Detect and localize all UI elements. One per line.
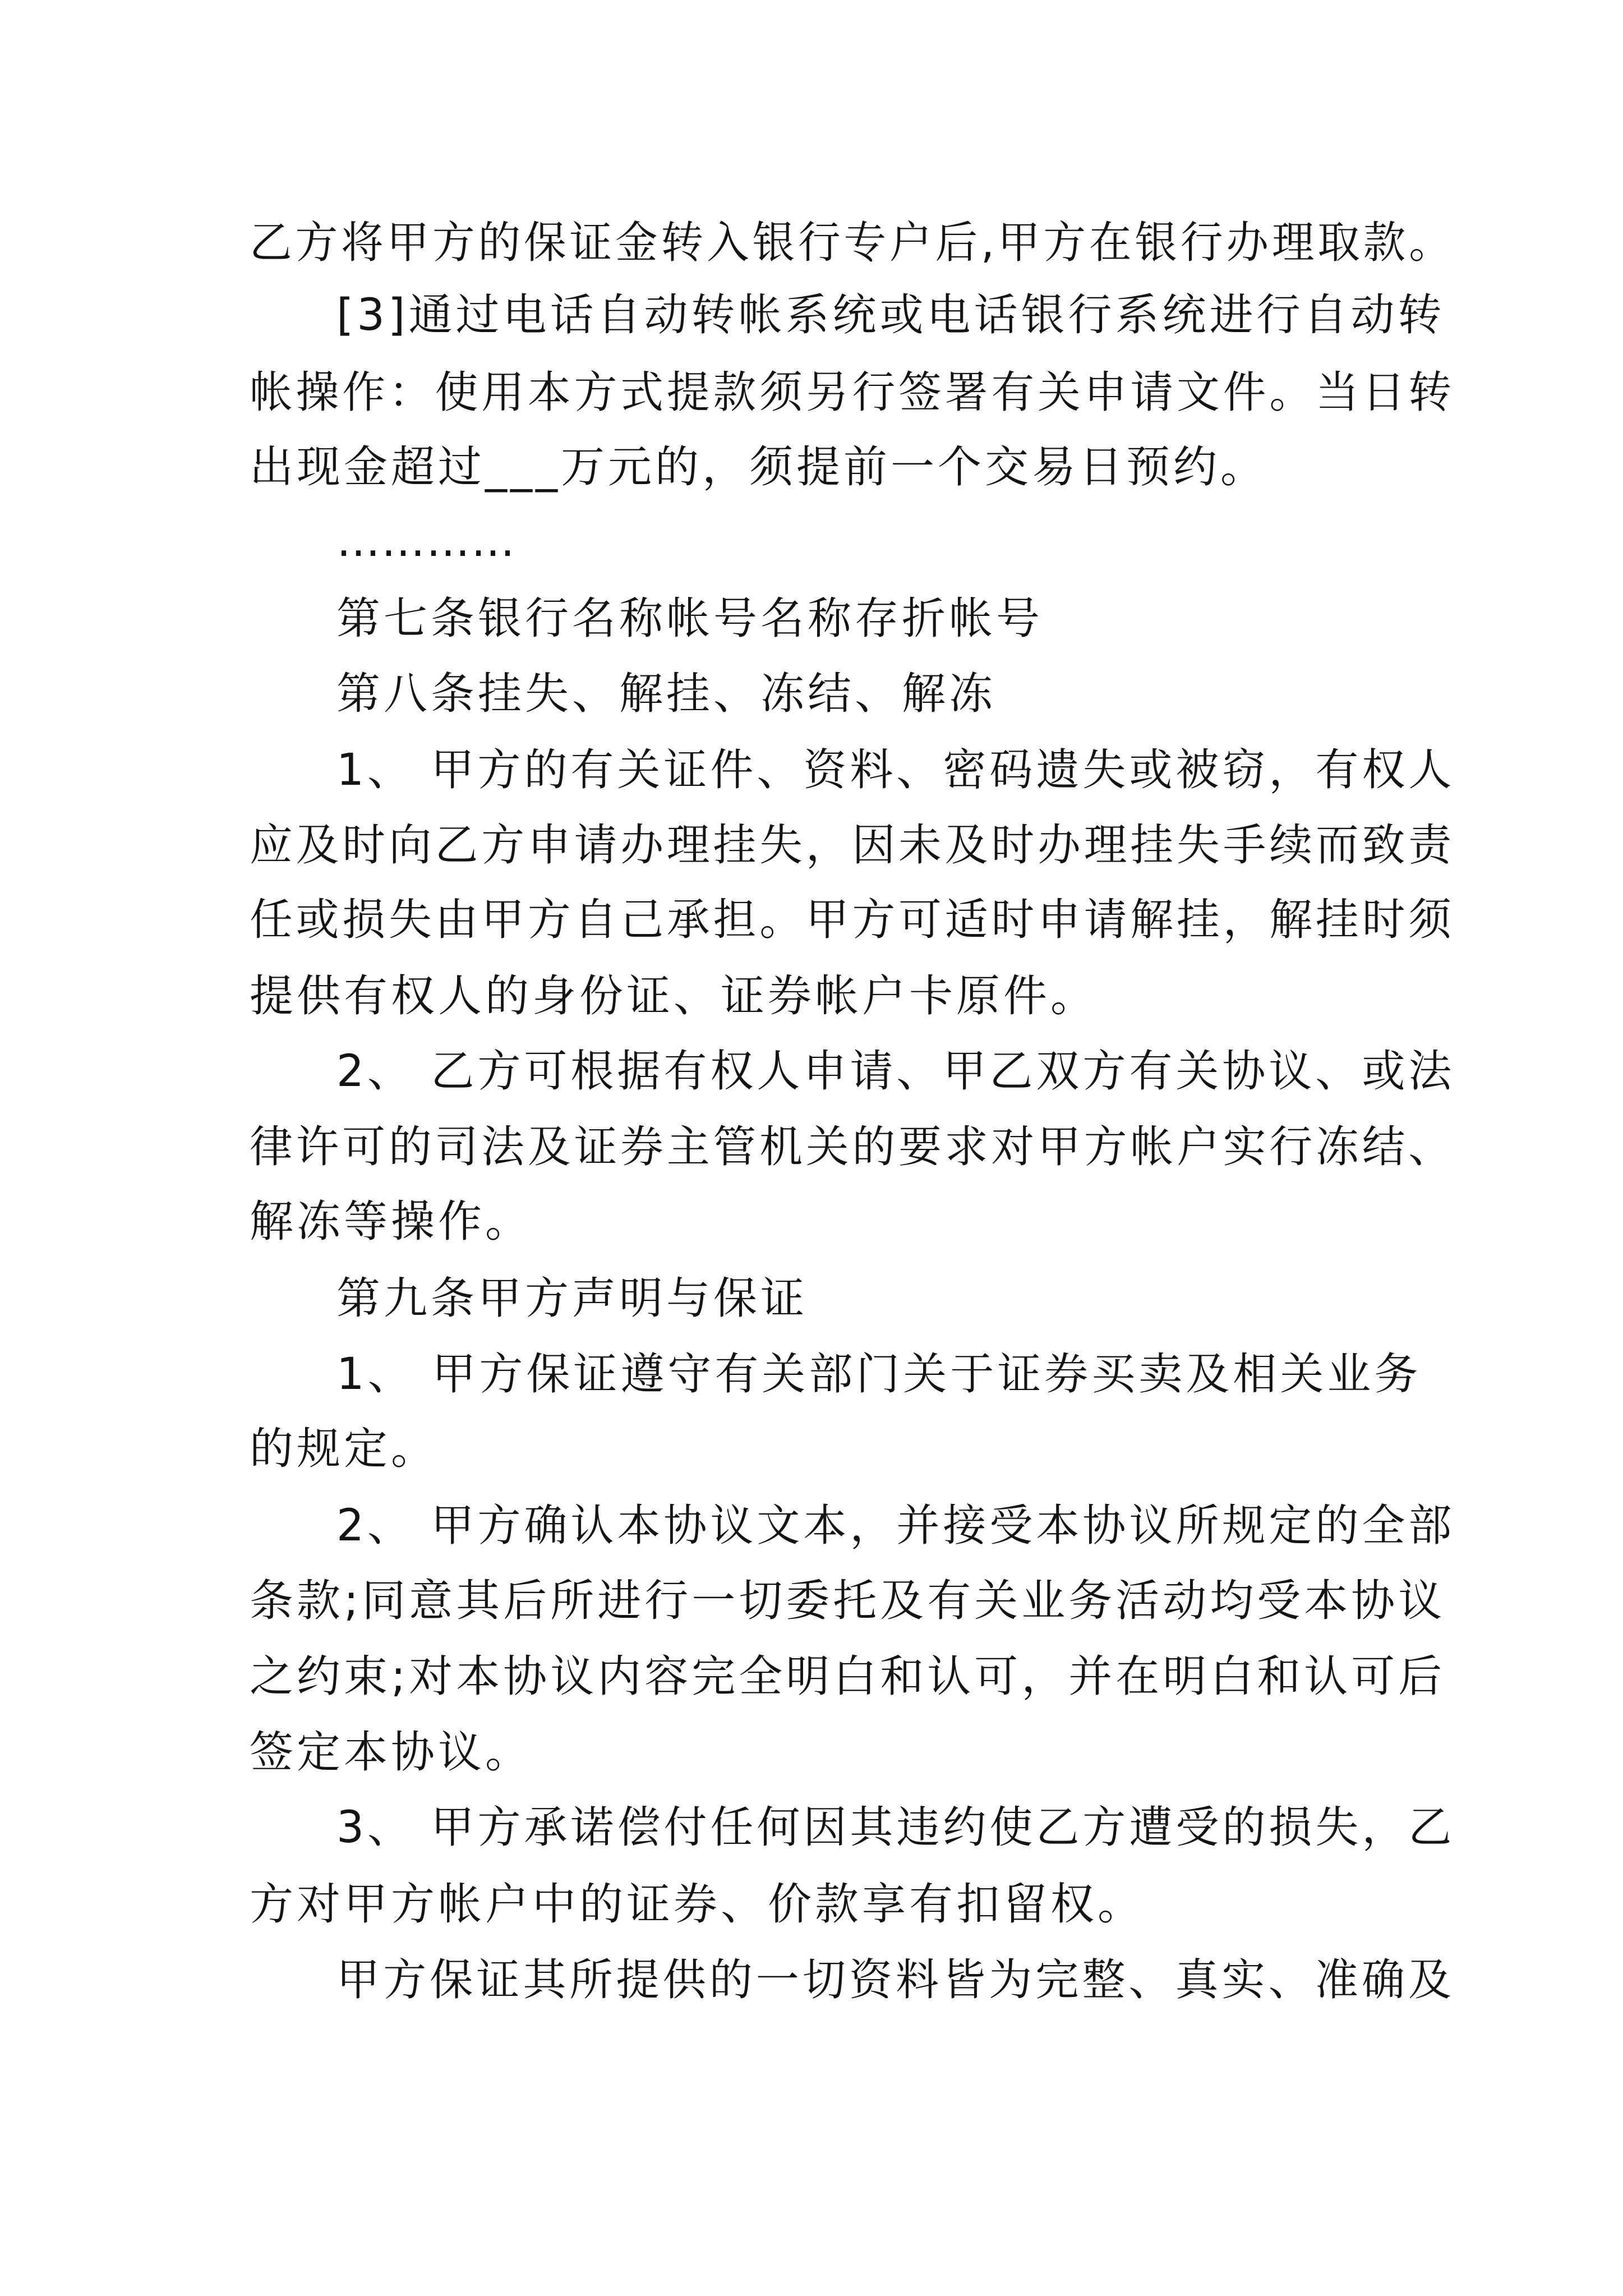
text-line: 条款;同意其后所进行一切委托及有关业务活动均受本协议 <box>250 1576 1446 1626</box>
ellipsis-line: ………… <box>336 516 516 567</box>
text-line: 的规定。 <box>250 1424 439 1474</box>
text-line: 1、 甲方的有关证件、资料、密码遗失或被窃，有权人 <box>336 745 1455 795</box>
text-line: 帐操作：使用本方式提款须另行签署有关申请文件。当日转 <box>250 367 1455 418</box>
text-line: 乙方将甲方的保证金转入银行专户后,甲方在银行办理取款。 <box>250 218 1455 268</box>
text-line: 之约束;对本协议内容完全明白和认可，并在明白和认可后 <box>250 1651 1446 1702</box>
article-heading: 第九条甲方声明与保证 <box>336 1273 808 1324</box>
article-heading: 第七条银行名称帐号名称存折帐号 <box>336 593 1044 644</box>
text-line: 解冻等操作。 <box>250 1197 533 1247</box>
article-heading: 第八条挂失、解挂、冻结、解冻 <box>336 669 997 719</box>
text-line: 甲方保证其所提供的一切资料皆为完整、真实、准确及 <box>336 1955 1455 2005</box>
text-line: [3]通过电话自动转帐系统或电话银行系统进行自动转 <box>336 290 1445 341</box>
text-line: 2、 甲方确认本协议文本，并接受本协议所规定的全部 <box>336 1501 1455 1551</box>
text-line: 2、 乙方可根据有权人申请、甲乙双方有关协议、或法 <box>336 1046 1455 1097</box>
text-line: 任或损失由甲方自己承担。甲方可适时申请解挂，解挂时须 <box>250 895 1455 945</box>
text-line: 出现金超过___万元的，须提前一个交易日预约。 <box>250 442 1268 493</box>
text-line: 签定本协议。 <box>250 1727 533 1778</box>
text-line: 律许可的司法及证券主管机关的要求对甲方帐户实行冻结、 <box>250 1122 1455 1172</box>
text-line: 方对甲方帐户中的证券、价款享有扣留权。 <box>250 1879 1145 1930</box>
text-line: 3、 甲方承诺偿付任何因其违约使乙方遭受的损失，乙 <box>336 1802 1455 1853</box>
text-line: 提供有权人的身份证、证券帐户卡原件。 <box>250 971 1098 1022</box>
text-line: 1、 甲方保证遵守有关部门关于证券买卖及相关业务 <box>336 1349 1422 1400</box>
text-line: 应及时向乙方申请办理挂失，因未及时办理挂失手续而致责 <box>250 820 1455 871</box>
